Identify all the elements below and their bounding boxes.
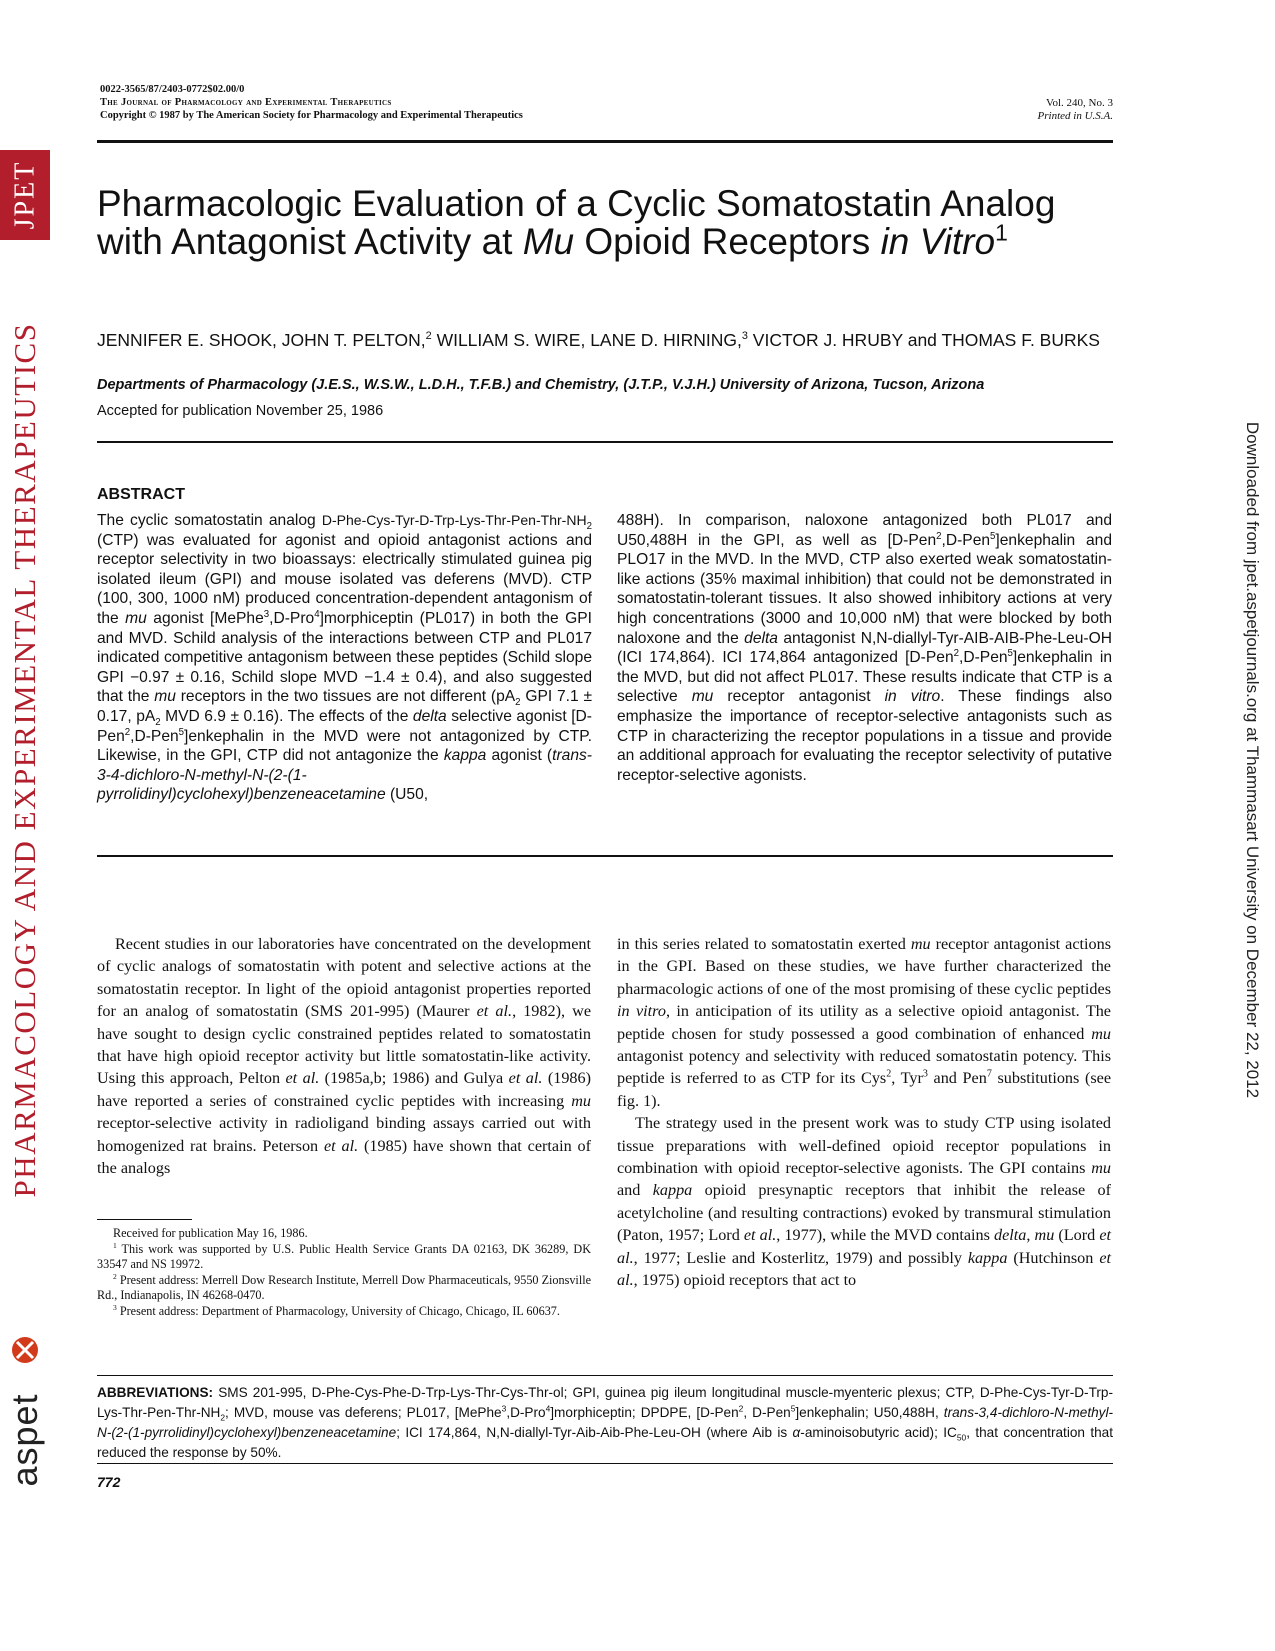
abbreviations (97, 1383, 1113, 1463)
abbrev-label: ABBREVIATIONS: (97, 1385, 214, 1400)
body-text: (1985) have shown that certain of the analogs (97, 1136, 591, 1178)
et-al: et al. (508, 1069, 543, 1088)
journal-header (100, 83, 523, 122)
abbrev-text: , that concentration that reduced the response by 50%. (97, 1425, 1113, 1460)
abs-text: agonist ( (486, 747, 553, 765)
abstract-right-column (617, 511, 1112, 785)
spine-journal-name-text: PHARMACOLOGY AND EXPERIMENTAL THERAPEUTICS (7, 322, 42, 1198)
abbrev-text: , D-Pen (743, 1405, 791, 1420)
body-text: substitutions (see fig. 1). (617, 1069, 1112, 1110)
abbrev-text: ; ICI 174,864, N,N-diallyl-Tyr-Aib-Aib-Phe-Leu-OH (where Aib is (396, 1425, 793, 1440)
abbrev-bottom-rule (97, 1463, 1113, 1464)
abs-text: The cyclic somatostatin analog (97, 512, 322, 529)
abstract-left-column (97, 511, 592, 805)
authors-part-2: WILLIAM S. WIRE, LANE D. HIRNING, (431, 330, 742, 350)
body-paragraph (617, 933, 1111, 1112)
journal-title: The Journal of Pharmacology and Experimental Therapeutics (100, 97, 392, 108)
body-text: and Pen (927, 1069, 987, 1088)
download-note-text: Downloaded from jpet.aspetjournals.org at Thammasart University on December 22, 2012 (1243, 421, 1262, 1099)
abbrev-sub: 50 (956, 1432, 967, 1443)
abbrev-text: ,D-Pro (506, 1405, 546, 1420)
authors-part-3: VICTOR J. HRUBY and THOMAS F. BURKS (747, 330, 1100, 350)
abbrev-sub: 2 (220, 1412, 226, 1423)
title-text-1: Pharmacologic Evaluation of a Cyclic Somatostatin Analog with Antagonist Activity at (97, 183, 1056, 262)
abs-sub: 2 (155, 717, 161, 729)
abs-sup: 4 (314, 608, 320, 620)
body-text: , 1977), while the MVD contains (776, 1226, 995, 1245)
abs-in-vitro: in vitro (884, 688, 941, 706)
body-text: (1985a,b; 1986) and Gulya (319, 1069, 509, 1088)
footnote-text: Present address: Merrell Dow Research Institute, Merrell Dow Pharmaceuticals, 9550 Zionsville Rd., Indianapolis, IN 46268-0470. (97, 1272, 591, 1303)
abs-text: (CTP) was evaluated for agonist and opioid antagonist actions and receptor selectivity in two bioassays: electrically stimulated guinea pig isolated ileum (GPI) and mouse isolated vas deferens (MVD). CTP (100, 300, 1000 nM) produced concentration-dependent antagonism of the (97, 531, 592, 627)
body-paragraph (617, 1112, 1111, 1291)
body-sup: 7 (986, 1069, 992, 1081)
title-footnote-mark: 1 (995, 219, 1008, 246)
footnote-text: Present address: Department of Pharmacology, University of Chicago, Chicago, IL 60637. (116, 1303, 560, 1318)
footnote-1 (97, 1242, 591, 1273)
footnote-rule (97, 1219, 192, 1220)
abs-delta: delta (412, 707, 447, 725)
abs-mu: mu (125, 609, 147, 627)
et-al: et al. (476, 1002, 513, 1021)
footnote-mark: 3 (113, 1302, 117, 1312)
abbrev-text: ]morphiceptin; DPDPE, [D-Pen (550, 1405, 739, 1420)
abs-sup: 5 (178, 726, 185, 738)
abs-sup: 3 (263, 608, 270, 620)
abbrev-top-rule (97, 1375, 1113, 1376)
abstract-rule (97, 855, 1113, 857)
abs-text: ]enkephalin in the MVD were not antagonized by CTP. Likewise, in the GPI, CTP did not antagonize the (97, 727, 592, 765)
abbrev-text: ]enkephalin; U50,488H, (795, 1405, 944, 1420)
body-delta: delta (994, 1226, 1027, 1245)
abbrev-sup: 3 (501, 1403, 507, 1414)
body-text: receptor-selective activity in radioligand binding assays carried out with homogenized rat brains. Peterson (97, 1114, 591, 1155)
abbrev-trans: trans-3,4-dichloro-N-methyl-N-(2-(1-pyrrolidinyl)cyclohexyl)benzeneacetamine (97, 1405, 1114, 1440)
body-sup: 2 (886, 1069, 892, 1081)
abbrev-sup: 2 (738, 1403, 744, 1414)
abbrev-text: ; MVD, mouse vas deferens; PL017, [MePhe (225, 1405, 502, 1420)
author-sup-3: 3 (741, 330, 748, 343)
footnote-received: Received for publication May 16, 1986. (113, 1226, 308, 1240)
aspet-logo-icon (10, 1335, 40, 1365)
abs-trans: trans-3-4-dichloro-N-methyl-N-(2-(1-pyrrolidinyl)cyclohexyl)benzeneacetamine (97, 747, 592, 804)
printed-in: Printed in U.S.A. (1037, 110, 1113, 122)
article-code: 0022-3565/87/2403-0772$02.00/0 (100, 84, 245, 95)
body-mu: mu (571, 1091, 591, 1110)
body-text: in this series related to somatostatin exerted (617, 935, 911, 953)
title-text-2: Opioid Receptors (574, 221, 881, 262)
abs-text: selective agonist [D-Pen (97, 707, 592, 745)
abs-text: agonist [MePhe (146, 609, 264, 627)
footnotes (97, 1226, 591, 1320)
body-text: , (1026, 1226, 1035, 1245)
abstract-heading: ABSTRACT (97, 486, 185, 503)
abs-sup: 5 (990, 530, 996, 542)
body-paragraph (97, 933, 591, 1179)
abs-sup: 2 (124, 726, 131, 738)
body-mu: mu (910, 935, 931, 953)
volume-info (1038, 97, 1113, 123)
abs-text: MVD 6.9 ± 0.16). The effects of the (160, 707, 413, 725)
body-text: opioid presynaptic receptors that inhibit the release of acetylcholine (and resulting contractions) evoked by transmural stimulation (Paton, 1957; Lord (617, 1181, 1111, 1245)
abs-text: ,D-Pen (130, 727, 179, 745)
title-rule (97, 441, 1113, 443)
abs-text: ,D-Pen (941, 531, 991, 549)
author-list (97, 330, 1113, 351)
aspet-brand (0, 1335, 50, 1505)
body-text: , Tyr (891, 1069, 923, 1088)
abs-text: D-Phe-Cys-Tyr-D-Trp-Lys-Thr-Pen-Thr-NH (321, 512, 587, 528)
abs-text: . These findings also emphasize the importance of receptor-selective antagonists such as CTP in characterizing the receptor populations in a tissue and provide an additional approach for evaluating the receptor selectivity of putative receptor-selective agonists. (617, 688, 1112, 784)
body-text: , 1982), we have sought to design cyclic constrained peptides related to somatostatin that have high opioid receptor activity but little somatostatin-like activity. Using this approach, Pelton (97, 1002, 592, 1088)
header-rule (97, 140, 1113, 143)
abs-text: receptor antagonist (713, 688, 885, 706)
abs-mu: mu (154, 688, 176, 706)
affiliation: Departments of Pharmacology (J.E.S., W.S.W., L.D.H., T.F.B.) and Chemistry, (J.T.P., V.J.H.) University of Arizona, Tucson, Arizona (97, 377, 985, 393)
abs-text: ,D-Pro (269, 609, 315, 627)
body-kappa: kappa (652, 1181, 693, 1200)
title-in-vitro: in Vitro (880, 221, 996, 262)
abs-delta: delta (744, 629, 778, 647)
abs-text: ]enkephalin and PLO17 in the MVD. In the MVD, CTP also exerted weak somatostatin-like actions (35% maximal inhibition) that could not be demonstrated in somatostatin-tolerant tissues. It also showed inhibitory actions at very high concentrations (3000 and 10,000 nM) that were blocked by both naloxone and the (617, 531, 1112, 647)
body-left-column (97, 933, 591, 1179)
abs-sup: 5 (1007, 647, 1013, 659)
abs-sub: 2 (515, 697, 521, 709)
body-mu: mu (1091, 1024, 1111, 1043)
abbrev-sup: 5 (790, 1403, 796, 1414)
body-text: , 1977; Leslie and Kosterlitz, 1979) and possibly (633, 1248, 968, 1267)
authors-part-1: JENNIFER E. SHOOK, JOHN T. PELTON, (97, 330, 426, 350)
abbrev-alpha: α (792, 1425, 801, 1440)
abs-text: GPI 7.1 ± 0.17, pA (97, 688, 592, 725)
spine-journal-abbrev (0, 150, 50, 240)
abs-sup: 2 (953, 647, 959, 659)
abs-kappa: kappa (443, 747, 487, 765)
body-text: (Lord (1054, 1226, 1100, 1245)
body-text: antagonist potency and selectivity with reduced somatostatin potency. This peptide is referred to as CTP for its Cys (617, 1047, 1111, 1088)
body-right-column (617, 933, 1111, 1292)
volume: Vol. 240, No. 3 (1045, 97, 1113, 109)
et-al: et al. (743, 1226, 777, 1245)
abs-text: receptors in the two tissues are not different (pA (175, 688, 516, 706)
body-text: (1986) have reported a series of constrained cyclic peptides with increasing (97, 1069, 591, 1110)
author-sup-2: 2 (425, 330, 432, 343)
body-mu: mu (1091, 1159, 1111, 1178)
body-text: , 1975) opioid receptors that act to (633, 1271, 857, 1290)
copyright-line: Copyright © 1987 by The American Society for Pharmacology and Experimental Therapeutics (100, 110, 523, 121)
abs-sub: 2 (586, 521, 592, 533)
body-text: and (617, 1181, 653, 1200)
body-text: , in anticipation of its utility as a selective opioid antagonist. The peptide chosen for study possessed a good combination of enhanced (617, 1002, 1111, 1043)
et-al: et al. (617, 1248, 1111, 1290)
body-text: (Hutchinson (1007, 1248, 1100, 1267)
abbrev-sup: 4 (545, 1403, 551, 1414)
footnote-3 (97, 1304, 591, 1320)
abs-text: antagonist N,N-diallyl-Tyr-AIB-AIB-Phe-Leu-OH (ICI 174,864). ICI 174,864 antagonized [D-Pen (617, 629, 1112, 667)
body-text: Recent studies in our laboratories have concentrated on the development of cyclic analogs of somatostatin with potent and selective actions at the somatostatin receptor. In light of the opioid antagonist properties reported for an analog of somatostatin (SMS 201-995) (Maurer (97, 935, 591, 1021)
abs-text: 488H). In comparison, naloxone antagonized both PL017 and U50,488H in the GPI, as well as [D-Pen (617, 512, 1112, 549)
abs-text: ,D-Pen (959, 649, 1008, 667)
et-al: et al. (285, 1069, 320, 1088)
abbrev-text: SMS 201-995, D-Phe-Cys-Phe-D-Trp-Lys-Thr-Cys-Thr-ol; GPI, guinea pig ileum longitudinal muscle-myenteric plexus; CTP, D-Phe-Cys-Tyr-D-Trp-Lys-Thr-Pen-Thr-NH (97, 1385, 1113, 1420)
body-in-vitro: in vitro (617, 1002, 666, 1021)
abs-text: ]enkephalin in the MVD, but did not affect PL017. These results indicate that CTP is a selective (617, 649, 1112, 706)
body-mu: mu (1034, 1226, 1055, 1245)
et-al: et al. (324, 1136, 359, 1155)
et-al: et al. (617, 1226, 1112, 1267)
title-mu: Mu (522, 221, 575, 262)
abbrev-text: -aminoisobutyric acid); IC (800, 1425, 957, 1440)
footnote-2 (97, 1273, 591, 1304)
spine-jpet-text: JPET (9, 160, 40, 230)
body-sup: 3 (922, 1069, 928, 1081)
body-kappa: kappa (967, 1248, 1008, 1267)
body-text: receptor antagonist actions in the GPI. Based on these studies, we have further characterized the pharmacologic actions of one of the most promising of these cyclic peptides (617, 935, 1111, 998)
abs-text: (U50, (385, 786, 429, 804)
accepted-date: Accepted for publication November 25, 1986 (97, 403, 384, 419)
body-text: The strategy used in the present work was to study CTP using isolated tissue preparations with well-defined opioid receptor populations in combination with opioid receptor-selective agonists. The GPI contains (617, 1114, 1111, 1178)
page-number: 772 (97, 1474, 121, 1490)
abs-text: ]morphiceptin (PL017) in both the GPI and MVD. Schild analysis of the interactions between CTP and PL017 indicated competitive antagonism between these peptides (Schild slope GPI −0.97 ± 0.16, Schild slope MVD −1.4 ± 0.4), and also suggested that the (97, 609, 592, 706)
footnote-mark: 2 (113, 1271, 117, 1281)
aspet-wordmark-text: aspet (4, 1393, 45, 1487)
footnote-mark: 1 (113, 1240, 117, 1250)
footnote-text: This work was supported by U.S. Public Health Service Grants DA 02163, DK 36289, DK 33547 and NS 19972. (97, 1241, 591, 1272)
abs-sup: 2 (936, 530, 942, 542)
article-title (97, 185, 1127, 261)
abs-mu: mu (691, 688, 714, 706)
